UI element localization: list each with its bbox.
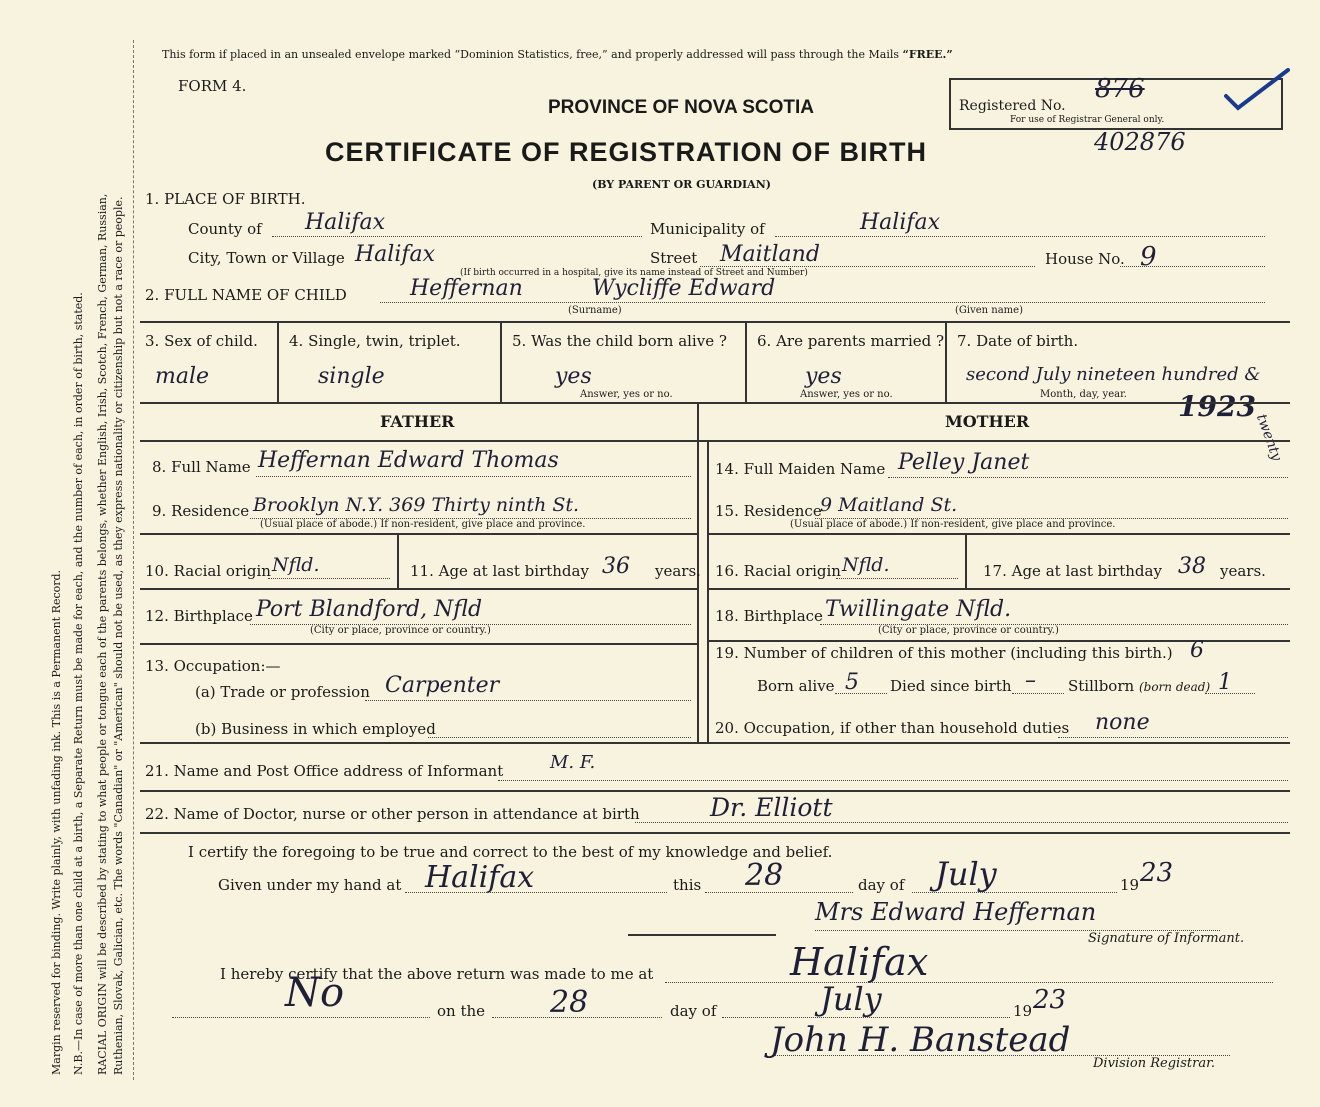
born-alive-count-value: 5 (845, 670, 859, 695)
parents-married-value: yes (805, 364, 842, 389)
children-count-label: 19. Number of children of this mother (including this birth.) (715, 644, 1173, 662)
margin-binding-note: Margin reserved for binding. Write plainly, with unfading ink. This is a Permanent Record. (50, 569, 63, 1075)
binding-line (133, 40, 134, 1080)
file-number: 402876 (1094, 128, 1186, 156)
died-since-birth-value: – (1025, 668, 1036, 693)
day-of-label: day of (858, 876, 905, 894)
mother-birthplace-value: Twillingate Nfld. (825, 597, 1012, 622)
father-name-label: 8. Full Name (152, 458, 251, 476)
surname-caption: (Surname) (568, 305, 622, 316)
father-name-value: Heffernan Edward Thomas (258, 448, 559, 473)
children-count-value: 6 (1190, 638, 1204, 663)
mother-age-value: 38 (1178, 554, 1206, 579)
registrar-only-note: For use of Registrar General only. (1010, 115, 1165, 125)
on-the-label: on the (437, 1002, 486, 1020)
mother-age-label: 17. Age at last birthday (983, 562, 1162, 580)
house-no-value: 9 (1140, 242, 1157, 272)
father-age-unit: years. (655, 562, 701, 580)
child-name-label: 2. FULL NAME OF CHILD (145, 286, 347, 304)
father-birthplace-caption: (City or place, province or country.) (310, 625, 491, 636)
form-number: FORM 4. (178, 77, 247, 95)
registrar-signature: John H. Banstead (770, 1020, 1071, 1060)
page-title: CERTIFICATE OF REGISTRATION OF BIRTH (325, 137, 927, 167)
date-caption: Month, day, year. (1040, 389, 1127, 400)
place-of-birth-label: 1. PLACE OF BIRTH. (145, 190, 306, 208)
informant-value: M. F. (550, 752, 596, 773)
street-value: Maitland (720, 242, 820, 267)
registrar-year-prefix: 19 (1013, 1002, 1033, 1020)
mother-residence-value: 9 Maitland St. (820, 494, 958, 516)
sex-label: 3. Sex of child. (145, 332, 258, 350)
registrar-day-of-label: day of (670, 1002, 717, 1020)
doctor-label: 22. Name of Doctor, nurse or other person in attendance at birth (145, 805, 640, 823)
municipality-label: Municipality of (650, 220, 765, 238)
father-racial-value: Nfld. (272, 554, 320, 576)
doctor-value: Dr. Elliott (710, 793, 833, 822)
mother-residence-caption: (Usual place of abode.) If non-resident, give place and province. (790, 519, 1116, 530)
county-value: Halifax (305, 210, 386, 235)
given-name-caption: (Given name) (955, 305, 1023, 316)
given-year-value: 23 (1140, 858, 1174, 888)
stillborn-label: Stillborn (born dead) (1068, 677, 1211, 695)
mother-heading: MOTHER (945, 412, 1030, 431)
father-residence-label: 9. Residence (152, 502, 250, 520)
this-label: this (673, 876, 702, 894)
page-subtitle: (BY PARENT OR GUARDIAN) (592, 178, 771, 191)
sex-value: male (155, 364, 210, 389)
mother-age-unit: years. (1220, 562, 1266, 580)
margin-multiple-births-note: N.B.—In case of more than one child at a birth, a Separate Return must be made for each, and the number of each, in order of birth, stated. (72, 292, 85, 1075)
informant-signature-caption: Signature of Informant. (1088, 931, 1245, 946)
registrar-statement: I hereby certify that the above return was made to me at (220, 965, 654, 983)
child-given-name: Wycliffe Edward (592, 276, 776, 301)
given-under-hand-label: Given under my hand at (218, 876, 402, 894)
father-heading: FATHER (380, 412, 455, 431)
father-age-value: 36 (602, 554, 630, 579)
mail-notice: This form if placed in an unsealed envelope marked “Dominion Statistics, free,” and properly addressed will pass through the Mails “FREE.” (162, 48, 953, 61)
died-since-birth-label: Died since birth (890, 677, 1012, 695)
province-heading: PROVINCE OF NOVA SCOTIA (548, 97, 815, 118)
date-of-birth-year: 1923 (1178, 390, 1256, 423)
business-label: (b) Business in which employed (195, 720, 436, 738)
father-birthplace-value: Port Blandford, Nfld (256, 597, 483, 622)
registered-label: Registered No. (959, 98, 1066, 114)
registrar-year-value: 23 (1033, 985, 1067, 1015)
date-of-birth-extra: twenty (1252, 412, 1285, 464)
date-of-birth-label: 7. Date of birth. (957, 332, 1079, 350)
mother-racial-label: 16. Racial origin (715, 562, 841, 580)
father-birthplace-label: 12. Birthplace (145, 607, 253, 625)
stillborn-value: 1 (1218, 670, 1232, 695)
mother-occupation-label: 20. Occupation, if other than household duties (715, 719, 1070, 737)
street-label: Street (650, 249, 698, 267)
registrar-month-value: July (820, 980, 882, 1018)
mother-racial-value: Nfld. (842, 554, 890, 576)
mother-residence-label: 15. Residence (715, 502, 822, 520)
parents-married-label: 6. Are parents married ? (757, 332, 945, 350)
hospital-note: (If birth occurred in a hospital, give its name instead of Street and Number) (460, 268, 808, 278)
answer-caption-married: Answer, yes or no. (800, 389, 893, 400)
city-value: Halifax (355, 242, 436, 267)
year-prefix: 19 (1120, 876, 1140, 894)
single-twin-value: single (318, 364, 385, 389)
father-occupation-label: 13. Occupation:— (145, 657, 281, 675)
registrar-place-value: Halifax (790, 940, 929, 984)
city-label: City, Town or Village (188, 249, 345, 267)
father-residence-caption: (Usual place of abode.) If non-resident, give place and province. (260, 519, 586, 530)
municipality-value: Halifax (860, 210, 941, 235)
date-of-birth-value: second July nineteen hundred & (966, 364, 1261, 385)
given-day-value: 28 (745, 858, 784, 893)
registered-number: 876 (1095, 74, 1145, 104)
father-racial-label: 10. Racial origin (145, 562, 271, 580)
mother-birthplace-label: 18. Birthplace (715, 607, 823, 625)
certify-statement: I certify the foregoing to be true and correct to the best of my knowledge and belief. (188, 843, 833, 861)
single-twin-label: 4. Single, twin, triplet. (289, 332, 461, 350)
registrar-caption: Division Registrar. (1093, 1056, 1215, 1071)
father-age-label: 11. Age at last birthday (410, 562, 589, 580)
mother-name-label: 14. Full Maiden Name (715, 460, 886, 478)
born-alive-label: 5. Was the child born alive ? (512, 332, 727, 350)
informant-signature: Mrs Edward Heffernan (815, 898, 1097, 926)
mother-birthplace-caption: (City or place, province or country.) (878, 625, 1059, 636)
born-alive-count-label: Born alive (757, 677, 835, 695)
trade-value: Carpenter (385, 673, 500, 698)
mother-occupation-value: none (1095, 710, 1150, 735)
given-month-value: July (935, 855, 997, 893)
registrar-day-value: 28 (550, 985, 589, 1020)
child-surname: Heffernan (410, 276, 523, 301)
house-no-label: House No. (1045, 250, 1125, 268)
born-alive-value: yes (555, 364, 592, 389)
father-residence-value: Brooklyn N.Y. 369 Thirty ninth St. (253, 494, 580, 516)
registrar-mark: No (285, 970, 345, 1016)
mother-name-value: Pelley Janet (898, 450, 1030, 475)
answer-caption-alive: Answer, yes or no. (580, 389, 673, 400)
margin-racial-origin-note-2: Ruthenian, Slovak, Galician, etc. The words "Canadian" or "American" should not be used, as they express nationality or citizenship but not a race or people. (112, 196, 125, 1075)
informant-label: 21. Name and Post Office address of Informant (145, 762, 504, 780)
checkmark-icon (1222, 64, 1294, 112)
given-place-value: Halifax (425, 860, 535, 895)
margin-racial-origin-note: RACIAL ORIGIN will be described by stating to what people or tongue each of the parents belongs, whether English, Irish, Scotch, French, German, Russian, (96, 193, 109, 1075)
trade-label: (a) Trade or profession (195, 683, 370, 701)
county-label: County of (188, 220, 262, 238)
